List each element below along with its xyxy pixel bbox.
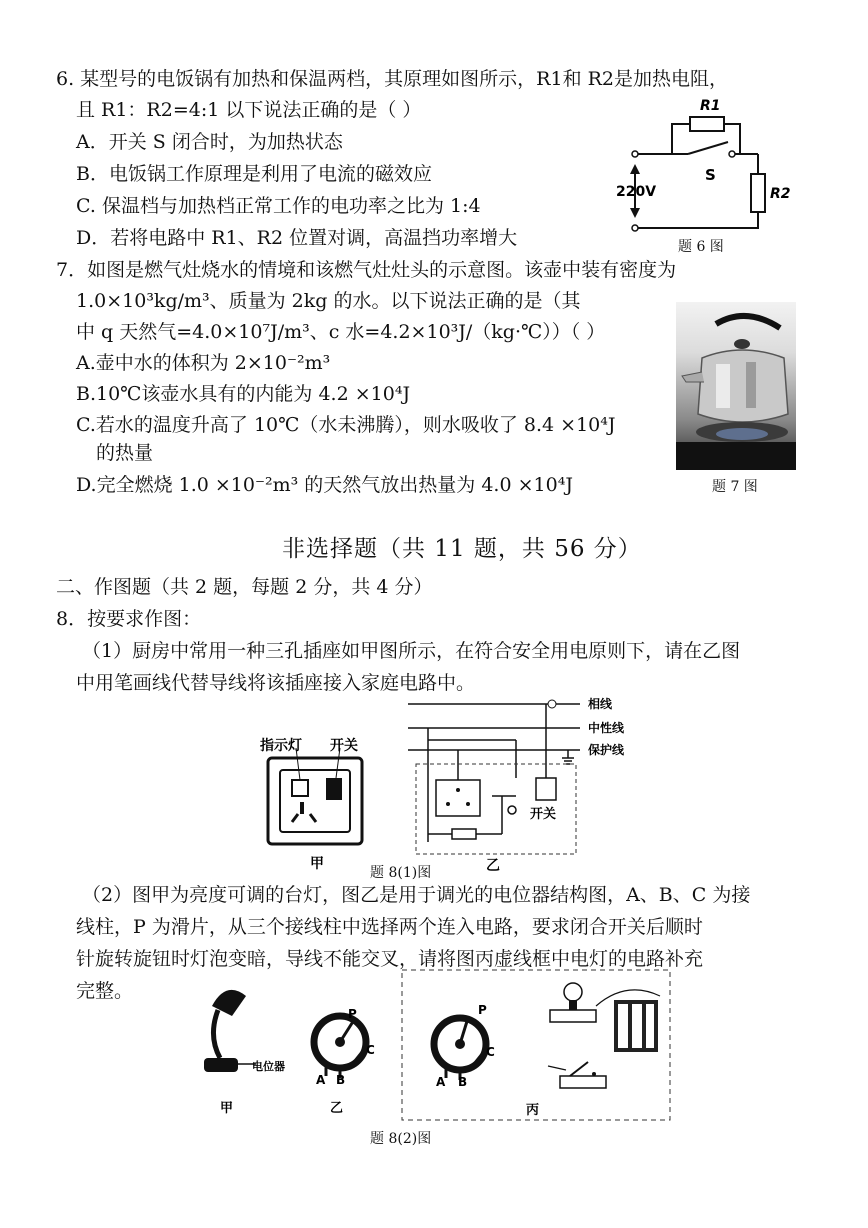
q6-stem-line2: 且 R1：R2=4:1 以下说法正确的是（ ） bbox=[76, 99, 422, 121]
q6-figure-caption: 题 6 图 bbox=[678, 239, 724, 255]
fig-yi-label: 乙 bbox=[486, 858, 500, 874]
fig-jia-label: 甲 bbox=[310, 856, 324, 872]
section-subtitle: 二、作图题（共 2 题，每题 2 分，共 4 分） bbox=[56, 576, 433, 598]
desk-lamp bbox=[204, 990, 256, 1072]
battery-pack bbox=[596, 990, 660, 1052]
potentiometer-bing bbox=[434, 1018, 486, 1080]
switch-top-label: 开关 bbox=[330, 738, 358, 754]
kettle-on-stove-image bbox=[676, 302, 796, 470]
fig2-jia-label: 甲 bbox=[220, 1101, 234, 1116]
q6-stem-line1: 6. 某型号的电饭锅有加热和保温两档，其原理如图所示，R1和 R2是加热电阻， bbox=[56, 68, 728, 90]
q8-stem: 8．按要求作图： bbox=[56, 608, 202, 630]
q6-option-b: B．电饭锅工作原理是利用了电流的磁效应 bbox=[76, 163, 432, 185]
bulb-on-base bbox=[550, 983, 596, 1022]
q8-part1-line1: （1）厨房中常用一种三孔插座如甲图所示，在符合安全用电原则下，请在乙图 bbox=[82, 640, 741, 662]
live-wire-label: 相线 bbox=[588, 697, 613, 711]
q6-r1-label: R1 bbox=[700, 98, 721, 114]
q8-part2-line2: 线柱，P 为滑片，从三个接线柱中选择两个连入电路，要求闭合开关后顺时 bbox=[76, 916, 703, 938]
fig2-yi-label: 乙 bbox=[330, 1101, 344, 1116]
fig2-bing-label: 丙 bbox=[526, 1103, 540, 1118]
q7-figure-caption: 题 7 图 bbox=[712, 479, 758, 495]
q8-2-diagram bbox=[190, 966, 690, 1126]
q8-1-figure-caption: 题 8(1)图 bbox=[370, 865, 432, 881]
pot-yi-a-label: A bbox=[316, 1073, 326, 1087]
q7-option-b: B.10℃该壶水具有的内能为 4.2 ×10⁴J bbox=[76, 383, 411, 405]
switch-box-label: 开关 bbox=[530, 807, 557, 822]
q6-option-d: D．若将电路中 R1、R2 位置对调，高温挡功率增大 bbox=[76, 227, 518, 249]
potentiometer-label: 电位器 bbox=[252, 1060, 285, 1073]
pot-yi-c-label: C bbox=[366, 1043, 375, 1057]
potentiometer-yi bbox=[314, 1016, 366, 1078]
pot-yi-b-label: B bbox=[336, 1073, 346, 1087]
knife-switch bbox=[548, 1062, 606, 1088]
section-title: 非选择题（共 11 题，共 56 分） bbox=[282, 536, 642, 562]
pot-bing-c-label: C bbox=[486, 1045, 495, 1059]
q7-option-a: A.壶中水的体积为 2×10⁻²m³ bbox=[76, 352, 331, 374]
q7-option-d: D.完全燃烧 1.0 ×10⁻²m³ 的天然气放出热量为 4.0 ×10⁴J bbox=[76, 474, 573, 496]
neutral-wire-label: 中性线 bbox=[588, 721, 625, 735]
pot-bing-b-label: B bbox=[458, 1075, 468, 1089]
q7-option-c-line1: C.若水的温度升高了 10℃（水未沸腾），则水吸收了 8.4 ×10⁴J bbox=[76, 414, 616, 436]
q6-voltage-label: 220V bbox=[616, 184, 657, 200]
q6-switch-label: S bbox=[705, 166, 716, 184]
q7-stem-line3: 中 q 天然气=4.0×10⁷J/m³、c 水=4.2×10³J/（kg·℃））（ ） bbox=[76, 321, 606, 343]
q6-r2-label: R2 bbox=[770, 186, 791, 202]
pot-bing-a-label: A bbox=[436, 1075, 446, 1089]
q7-stem-line1: 7．如图是燃气灶烧水的情境和该燃气灶灶头的示意图。该壶中装有密度为 bbox=[56, 259, 677, 281]
pot-yi-p-label: P bbox=[348, 1007, 357, 1021]
three-hole-socket-panel bbox=[268, 748, 362, 844]
q8-part2-line3: 针旋转旋钮时灯泡变暗，导线不能交叉，请将图丙虚线框中电灯的电路补充 bbox=[76, 948, 704, 970]
q8-part1-line2: 中用笔画线代替导线将该插座接入家庭电路中。 bbox=[76, 672, 476, 694]
q8-part2-line4: 完整。 bbox=[76, 980, 134, 1002]
q8-2-figure-caption: 题 8(2)图 bbox=[370, 1131, 432, 1147]
q8-1-diagram bbox=[240, 692, 660, 882]
q7-stem-line2: 1.0×10³kg/m³、质量为 2kg 的水。以下说法正确的是（其 bbox=[76, 290, 581, 312]
q7-option-c-line2: 的热量 bbox=[96, 442, 154, 464]
ground-wire-label: 保护线 bbox=[588, 743, 625, 757]
pot-bing-p-label: P bbox=[478, 1003, 487, 1017]
q6-option-c: C. 保温档与加热档正常工作的电功率之比为 1:4 bbox=[76, 195, 481, 217]
q6-option-a: A．开关 S 闭合时，为加热状态 bbox=[76, 131, 343, 153]
indicator-light-label: 指示灯 bbox=[260, 738, 302, 754]
q8-part2-line1: （2）图甲为亮度可调的台灯，图乙是用于调光的电位器结构图，A、B、C 为接 bbox=[82, 884, 751, 906]
